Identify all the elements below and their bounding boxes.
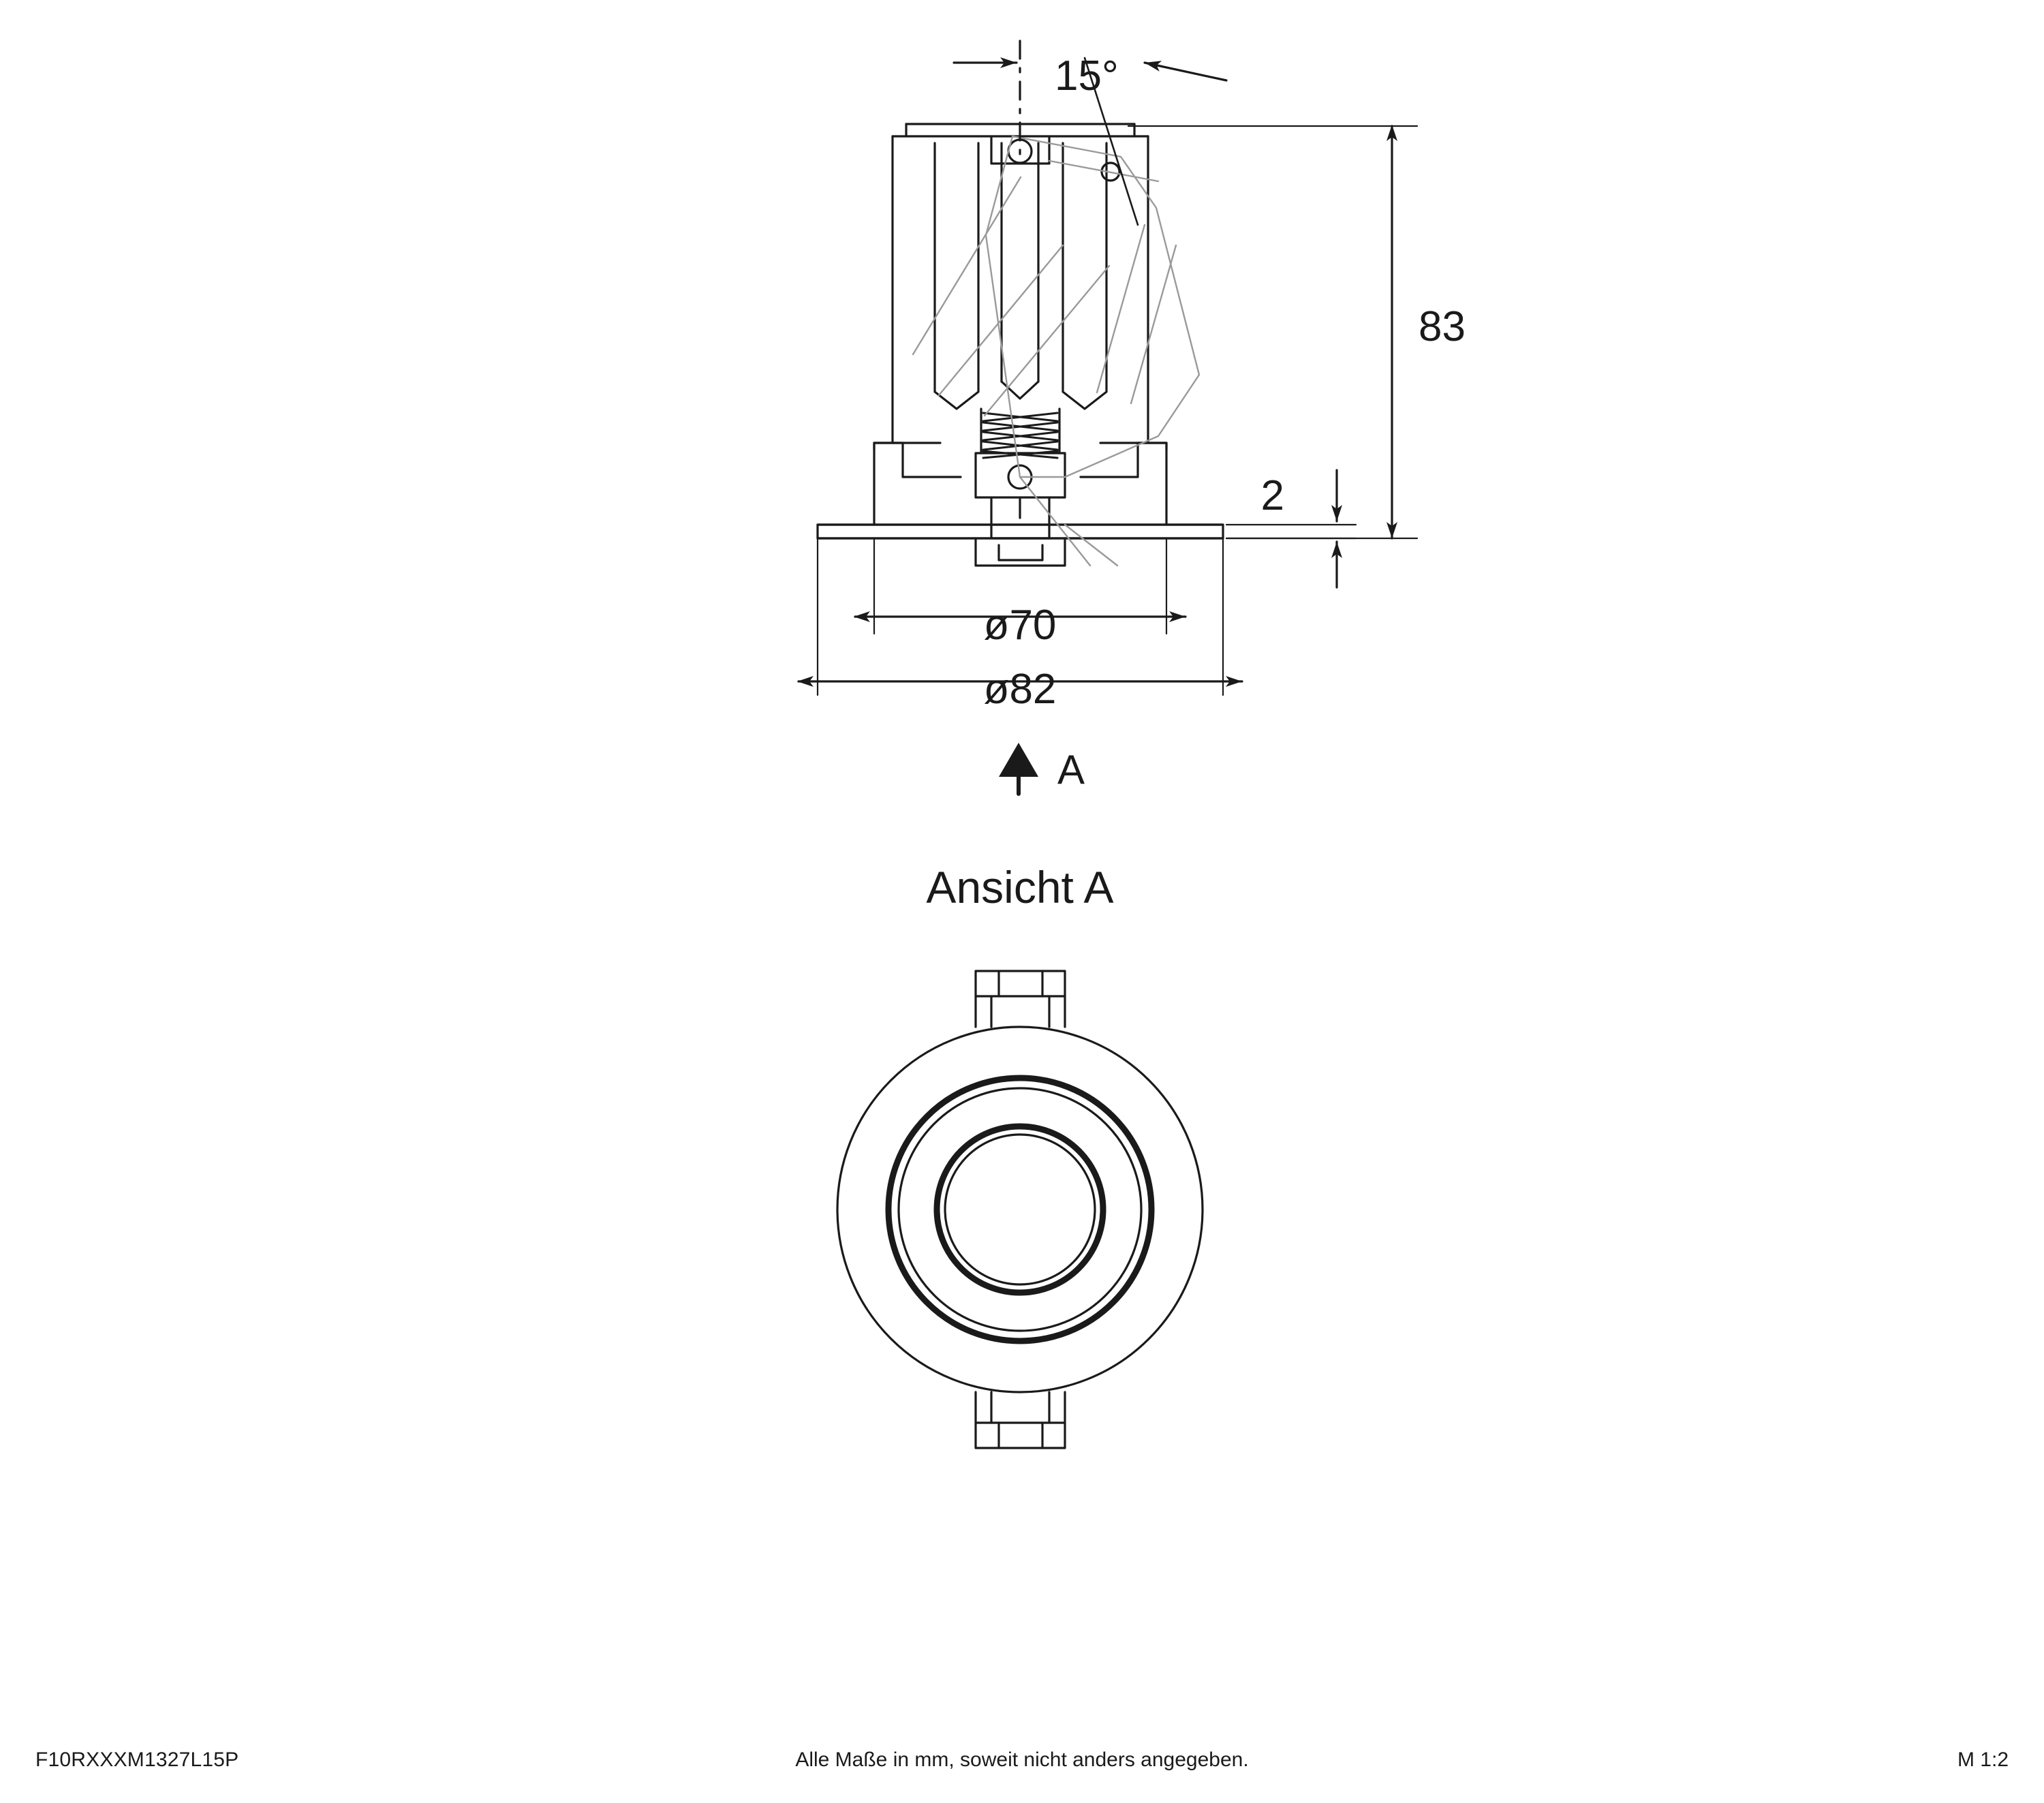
bottom-view-body [837,971,1203,1448]
measurement-note: Alle Maße in mm, soweit nicht anders angegeben. [795,1748,1249,1771]
total-height-label: 83 [1419,303,1466,350]
sheet-footer [0,1721,2044,1803]
tilted-position-ghost [913,136,1199,566]
trim-height-2-dimension [1226,470,1356,587]
side-view-body [818,124,1223,566]
section-arrow-label: A [1057,747,1085,792]
section-view-title: Ansicht A [926,862,1114,912]
article-number: F10RXXXM1327L15P [35,1748,239,1771]
outer-diameter-label: ø82 [983,666,1057,713]
tilt-angle-label: 15° [1055,52,1119,99]
trim-height-label: 2 [1260,472,1284,519]
section-arrow-a [999,743,1038,794]
cutout-diameter-label: ø70 [983,602,1057,649]
drawing-scale: M 1:2 [1957,1748,2009,1771]
